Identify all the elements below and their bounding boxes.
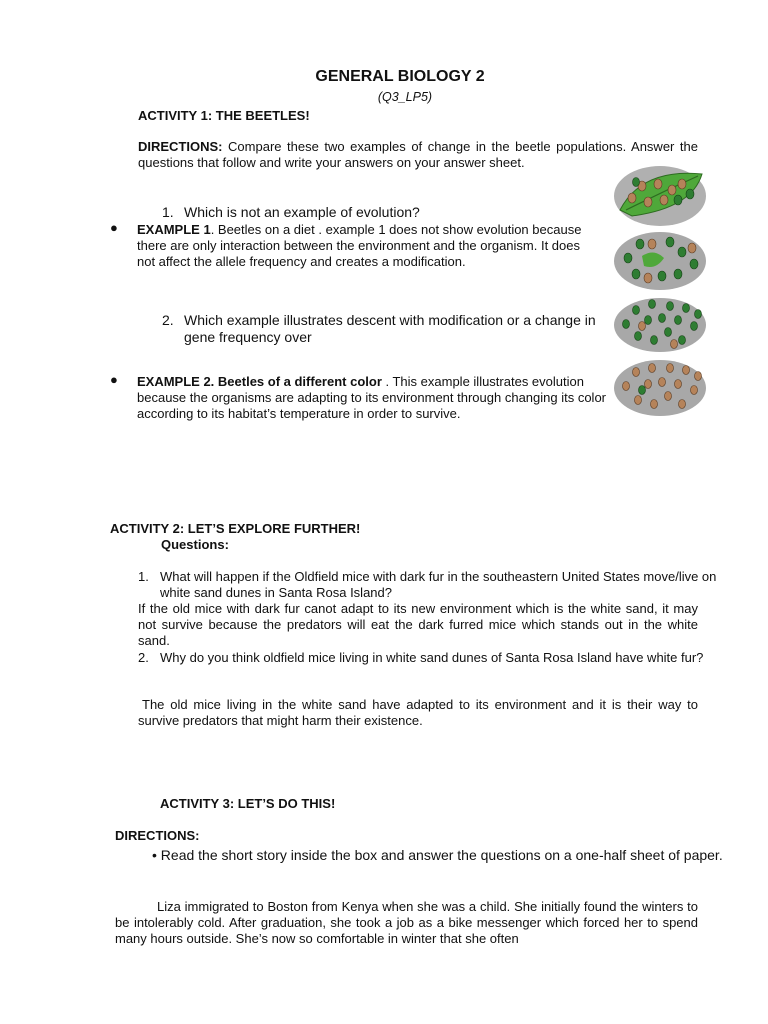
- bullet-dot-icon: ●: [110, 220, 118, 235]
- activity2-question-1: [138, 569, 720, 601]
- example1-label: EXAMPLE 1: [137, 222, 211, 237]
- activity3-directions-label: DIRECTIONS:: [115, 828, 200, 843]
- example2-paragraph: [137, 374, 607, 422]
- question-text: Which example illustrates descent with modification or a change in gene frequency over: [184, 312, 596, 345]
- example1-text: . Beetles on a diet . example 1 does not show evolution because there are only interaction between the environment and the organism. It does not affect the allele frequency and creates a modification.: [137, 222, 582, 269]
- activity3-heading: ACTIVITY 3: LET’S DO THIS!: [160, 796, 336, 811]
- activity3-story: Liza immigrated to Boston from Kenya when she was a child. She initially found the winters to be intolerably cold. After graduation, she took a job as a bike messenger which forced her to spend many hours outside. She’s now so comfortable in winter that she often: [115, 899, 698, 946]
- question-number: 1.: [138, 569, 149, 584]
- example1-paragraph: [137, 222, 587, 270]
- activity2-heading: ACTIVITY 2: LET’S EXPLORE FURTHER!: [110, 521, 361, 536]
- question-number: 1.: [162, 204, 174, 220]
- activity2-answer-1: If the old mice with dark fur canot adapt to its new environment which is the white sand, it may not survive because the predators will eat the dark furred mice which stands out in the white sand.: [138, 601, 698, 648]
- activity1-directions-text: Compare these two examples of change in the beetle populations. Answer the questions that follow and write your answers on your answer sheet.: [138, 139, 698, 170]
- beetles-tan-population-image: [612, 358, 708, 418]
- activity2-answer-2: The old mice living in the white sand have adapted to its environment and it is their way to survive predators that might harm their existence.: [138, 697, 698, 728]
- example2-label: EXAMPLE 2. Beetles of a different color: [137, 374, 382, 389]
- bullet-dot-icon: ●: [110, 372, 118, 387]
- beetles-on-leaf-image: [612, 164, 708, 228]
- question-text: What will happen if the Oldfield mice with dark fur in the southeastern United States move/live on white sand dunes in Santa Rosa Island?: [160, 569, 717, 600]
- beetles-green-population-image: [612, 296, 708, 354]
- activity1-question-1: [162, 204, 602, 221]
- activity1-directions-label: DIRECTIONS:: [138, 139, 223, 154]
- question-number: 2.: [162, 312, 174, 328]
- activity3-instruction: • Read the short story inside the box and answer the questions on a one-half sheet of paper.: [152, 847, 723, 863]
- example2-text: . This example illustrates evolution because the organisms are adapting to its environment through changing its color according to its habitat’s temperature in order to survive.: [137, 374, 607, 421]
- document-subtitle: (Q3_LP5): [377, 90, 433, 104]
- activity1-heading: ACTIVITY 1: THE BEETLES!: [138, 108, 310, 123]
- question-number: 2.: [138, 650, 149, 665]
- question-text: Why do you think oldfield mice living in white sand dunes of Santa Rosa Island have white fur?: [160, 650, 704, 665]
- activity2-question-2: [138, 650, 720, 666]
- beetles-on-gravel-mixed-image: [612, 230, 708, 292]
- activity2-questions-label: Questions:: [161, 537, 229, 552]
- question-text: Which is not an example of evolution?: [184, 204, 420, 220]
- activity1-question-2: [162, 312, 604, 346]
- document-title: GENERAL BIOLOGY 2: [315, 68, 485, 85]
